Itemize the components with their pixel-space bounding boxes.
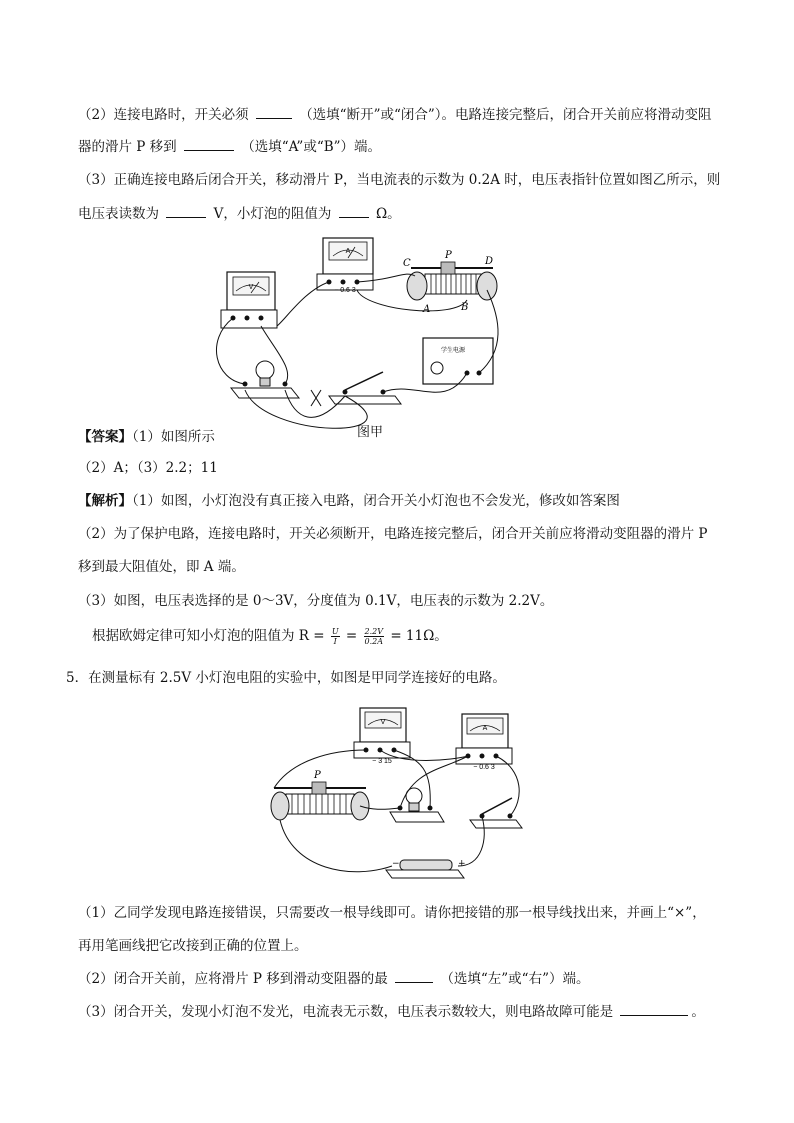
analysis-line1-text: （1）如图，小灯泡没有真正接入电路，闭合开关小灯泡也不会发光，修改如答案图 <box>132 493 620 509</box>
q5-part1-line1: （1）乙同学发现电路连接错误，只需要改一根导线即可。请你把接错的那一根导线找出来，并画上“×”， <box>78 905 706 921</box>
q5-stem: 5．在测量标有 2.5V 小灯泡电阻的实验中，如图是甲同学连接好的电路。 <box>66 670 506 686</box>
q4-part3-line2-mid: V，小灯泡的阻值为 <box>213 206 332 222</box>
q5-part1-line2: 再用笔画线把它改接到正确的位置上。 <box>78 938 308 954</box>
battery-plus: + <box>458 859 466 869</box>
fraction-u-over-i <box>331 627 340 646</box>
q5-part3 <box>78 1001 705 1022</box>
q5-part2-suffix: （选填“左”或“右”）端。 <box>440 971 590 987</box>
answer-line1-text: （1）如图所示 <box>132 429 215 445</box>
analysis-line3: 移到最大阻值处，即 A 端。 <box>78 559 245 575</box>
analysis-line1 <box>78 491 620 511</box>
ammeter-label: A <box>482 725 488 732</box>
switch-icon <box>329 372 401 404</box>
rheostat-icon <box>271 782 369 820</box>
ammeter-label: A <box>345 248 351 255</box>
lamp-icon <box>231 361 299 398</box>
rheostat-label-b: B <box>461 302 469 313</box>
fraction-values <box>364 627 385 646</box>
q4-part2-line2-suffix: （选填“A”或“B”）端。 <box>241 139 382 155</box>
q4-part2-line2-prefix: 器的滑片 P 移到 <box>78 139 177 155</box>
answer-blank[interactable] <box>339 203 369 218</box>
frac1-num: U <box>331 627 339 636</box>
ohm-law-line <box>92 626 448 646</box>
circuit-figure-q5 <box>262 700 532 885</box>
voltmeter-terminals: − 3 15 <box>372 758 392 765</box>
answer-line1 <box>78 427 215 447</box>
voltmeter-label: V <box>380 719 386 726</box>
slider-label: P <box>314 770 321 781</box>
equals-sign: = <box>345 628 358 644</box>
power-supply-label: 学生电源 <box>441 347 466 354</box>
rheostat-label-a: A <box>423 304 431 315</box>
rheostat-icon <box>407 262 497 300</box>
q4-part3-line2 <box>78 203 401 224</box>
q4-part2-line2 <box>78 136 381 157</box>
answer-label: 【答案】 <box>78 429 132 445</box>
switch-icon <box>470 798 522 828</box>
ohm-prefix: 根据欧姆定律可知小灯泡的阻值为 R = <box>92 628 329 644</box>
ammeter-terminals: − 0.6 3 <box>473 764 495 771</box>
answer-blank[interactable] <box>166 203 206 218</box>
q4-part3-line2-suffix: Ω。 <box>375 206 401 222</box>
q5-part3-prefix: （3）闭合开关，发现小灯泡不发光，电流表无示数，电压表示数较大，则电路故障可能是 <box>78 1004 614 1020</box>
circuit-diagram-jia <box>205 230 515 440</box>
analysis-line4: （3）如图，电压表选择的是 0～3V，分度值为 0.1V，电压表的示数为 2.2V。 <box>78 593 554 609</box>
q4-part3-line2-prefix: 电压表读数为 <box>78 206 159 222</box>
analysis-line2: （2）为了保护电路，连接电路时，开关必须断开，电路连接完整后，闭合开关前应将滑动变阻器的滑片 P <box>78 526 708 542</box>
q5-part3-suffix: 。 <box>691 1004 705 1020</box>
power-supply-icon <box>423 338 493 384</box>
battery-minus: − <box>392 859 400 869</box>
q4-part3-line1: （3）正确连接电路后闭合开关，移动滑片 P，当电流表的示数为 0.2A 时，电压表指针位置如图乙所示，则 <box>78 172 721 188</box>
q5-part2-prefix: （2）闭合开关前，应将滑片 P 移到滑动变阻器的最 <box>78 971 388 987</box>
analysis-label: 【解析】 <box>78 493 132 509</box>
voltmeter-label: V <box>248 284 254 291</box>
answer-blank[interactable] <box>395 968 433 983</box>
q5-part2 <box>78 968 589 989</box>
q4-part2-mid: （选填“断开”或“闭合”）。电路连接完整后，闭合开关前应将滑动变阻 <box>299 107 712 123</box>
figure-caption: 图甲 <box>357 425 384 440</box>
q4-part2-line1 <box>78 104 712 125</box>
lamp-icon <box>390 788 444 822</box>
rheostat-label-d: D <box>485 256 494 267</box>
rheostat-label-p: P <box>445 250 452 261</box>
voltmeter-icon <box>221 272 277 328</box>
answer-line2: （2）A；（3）2.2；11 <box>78 460 218 476</box>
q4-part2-prefix: （2）连接电路时，开关必须 <box>78 107 249 123</box>
circuit-figure-jia <box>205 230 515 440</box>
answer-blank[interactable] <box>256 104 292 119</box>
ohm-suffix: = 11Ω。 <box>390 628 448 644</box>
rheostat-label-c: C <box>403 258 411 269</box>
answer-blank[interactable] <box>620 1001 688 1016</box>
cross-mark <box>311 390 321 406</box>
ammeter-terminals: − 0.6 3 <box>334 287 356 294</box>
answer-blank[interactable] <box>184 136 234 151</box>
frac2-num: 2.2V <box>364 627 384 636</box>
frac1-den: I <box>333 637 337 646</box>
circuit-diagram-q5 <box>262 700 532 885</box>
frac2-den: 0.2A <box>364 637 384 646</box>
ammeter-icon <box>317 238 373 290</box>
